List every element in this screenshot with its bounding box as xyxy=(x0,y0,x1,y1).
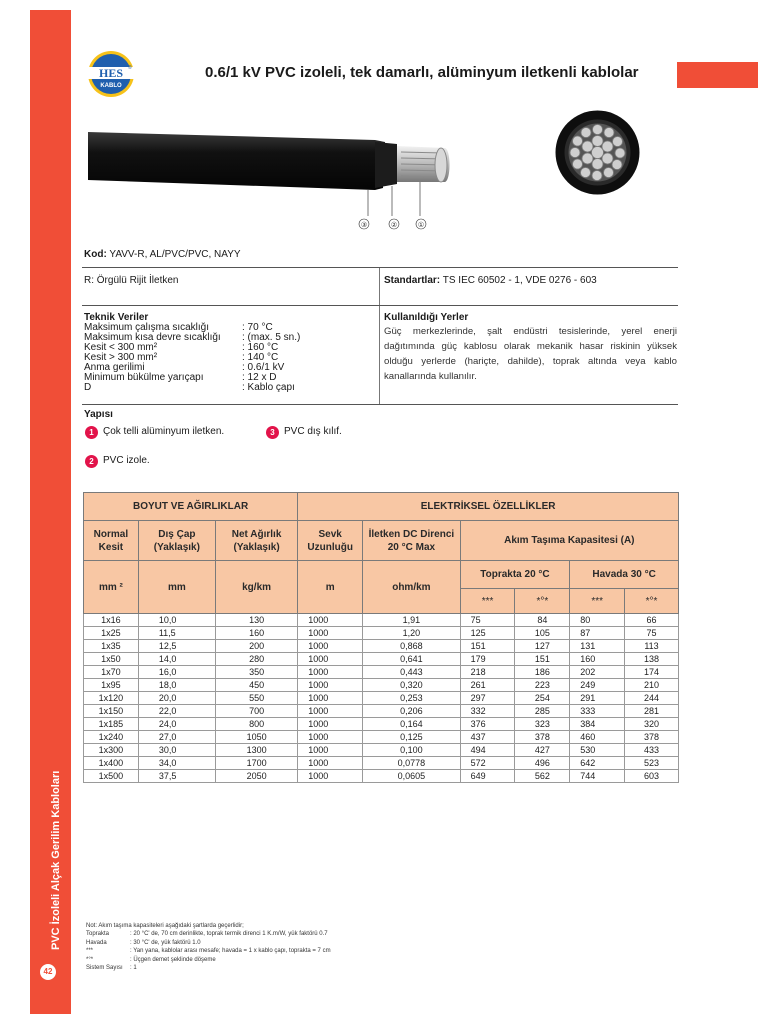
cell: 1000 xyxy=(298,627,363,640)
structure-part-2 xyxy=(85,454,150,468)
cell: 1000 xyxy=(298,692,363,705)
spec-value: : 0.6/1 kV xyxy=(242,362,285,373)
callout-3: ③ xyxy=(360,221,368,229)
col-header-nominal: Normal Kesit xyxy=(84,521,139,561)
divider xyxy=(82,267,678,268)
cell: 0,253 xyxy=(363,692,460,705)
cell: 75 xyxy=(460,614,515,627)
cell: 151 xyxy=(460,640,515,653)
callout-2: ② xyxy=(390,221,398,229)
cell: 572 xyxy=(460,757,515,770)
cell: 800 xyxy=(215,718,297,731)
col-header-net-weight: Net Ağırlık (Yaklaşık) xyxy=(215,521,297,561)
page-title: 0.6/1 kV PVC izoleli, tek damarlı, alüminyum iletkenli kablolar xyxy=(205,64,639,81)
col-header-soil: Toprakta 20 °C xyxy=(460,561,570,589)
cell: 1000 xyxy=(298,653,363,666)
cell: 24,0 xyxy=(138,718,215,731)
cell: 450 xyxy=(215,679,297,692)
cell: 562 xyxy=(515,770,570,783)
cell: 151 xyxy=(515,653,570,666)
standards xyxy=(384,275,597,286)
cell: 0,443 xyxy=(363,666,460,679)
spec-key: Minimum bükülme yarıçapı xyxy=(84,372,204,383)
cell: 433 xyxy=(625,744,679,757)
cell: 223 xyxy=(515,679,570,692)
cell: 523 xyxy=(625,757,679,770)
cell: 130 xyxy=(215,614,297,627)
divider-vertical xyxy=(379,268,380,306)
table-row xyxy=(84,731,679,744)
cell: 261 xyxy=(460,679,515,692)
symbol-trefoil: *°* xyxy=(625,589,679,614)
cell: 1x400 xyxy=(84,757,139,770)
cell: 1000 xyxy=(298,731,363,744)
col-header-delivery-length: Sevk Uzunluğu xyxy=(298,521,363,561)
table-row xyxy=(84,770,679,783)
footnote-value: : Üçgen demet şeklinde döşeme xyxy=(130,956,216,963)
callout-1: ① xyxy=(417,221,425,229)
conductor-note: R: Örgülü Rijit İletken xyxy=(84,275,179,286)
spec-row xyxy=(84,383,300,393)
part-text: Çok telli alüminyum iletken. xyxy=(103,426,225,437)
cell: 1x300 xyxy=(84,744,139,757)
table-row xyxy=(84,692,679,705)
cell: 496 xyxy=(515,757,570,770)
footnote-key: *** xyxy=(86,948,94,955)
table-row xyxy=(84,627,679,640)
cell: 1700 xyxy=(215,757,297,770)
cell: 179 xyxy=(460,653,515,666)
cell: 280 xyxy=(215,653,297,666)
cell: 603 xyxy=(625,770,679,783)
cell: 218 xyxy=(460,666,515,679)
part-number-badge: 1 xyxy=(85,426,98,439)
cell: 174 xyxy=(625,666,679,679)
cell: 291 xyxy=(570,692,625,705)
standards-label: Standartlar: xyxy=(384,275,441,286)
cell: 249 xyxy=(570,679,625,692)
cell: 0,0778 xyxy=(363,757,460,770)
symbol-flat: *** xyxy=(570,589,625,614)
part-number-badge: 2 xyxy=(85,455,98,468)
cell: 1x500 xyxy=(84,770,139,783)
structure-part-3 xyxy=(266,425,342,439)
cable-illustration xyxy=(85,128,465,238)
table-row xyxy=(84,718,679,731)
divider xyxy=(82,404,678,405)
cell: 378 xyxy=(515,731,570,744)
footnote-value: : 30 °C' de, yük faktörü 1.0 xyxy=(130,939,201,946)
product-code xyxy=(84,249,241,260)
usage-heading: Kullanıldığı Yerler xyxy=(384,312,469,323)
cell: 84 xyxy=(515,614,570,627)
cell: 75 xyxy=(625,627,679,640)
cell: 350 xyxy=(215,666,297,679)
cell: 649 xyxy=(460,770,515,783)
cell: 642 xyxy=(570,757,625,770)
cell: 254 xyxy=(515,692,570,705)
cell: 244 xyxy=(625,692,679,705)
cell: 550 xyxy=(215,692,297,705)
usage-text: Güç merkezlerinde, şalt endüstri tesislerinde, yerel enerji dağıtımında güç kablosu olarak mekanik hasar riskinin yüksek olduğu yerlerde (hariçte, dahilde), toprak altında veya kablo kanallarında kullanılır. xyxy=(384,326,677,382)
cell: 376 xyxy=(460,718,515,731)
cell: 530 xyxy=(570,744,625,757)
footnote-row xyxy=(86,947,331,955)
spec-value: : 140 °C xyxy=(242,352,279,363)
cell: 0,125 xyxy=(363,731,460,744)
col-header-outer-diameter: Dış Çap (Yaklaşık) xyxy=(138,521,215,561)
footnote-key: *°* xyxy=(86,956,94,963)
cell: 1x150 xyxy=(84,705,139,718)
cell: 80 xyxy=(570,614,625,627)
cell: 34,0 xyxy=(138,757,215,770)
cell: 1300 xyxy=(215,744,297,757)
cell: 1000 xyxy=(298,679,363,692)
cable-cross-section-illustration xyxy=(555,110,640,195)
cell: 1,91 xyxy=(363,614,460,627)
part-number-badge: 3 xyxy=(266,426,279,439)
symbol-trefoil: *°* xyxy=(515,589,570,614)
cell: 210 xyxy=(625,679,679,692)
cell: 18,0 xyxy=(138,679,215,692)
cell: 160 xyxy=(215,627,297,640)
spec-key: Maksimum kısa devre sıcaklığı xyxy=(84,332,221,343)
cell: 332 xyxy=(460,705,515,718)
standards-value: TS IEC 60502 - 1, VDE 0276 - 603 xyxy=(442,275,597,286)
cell: 30,0 xyxy=(138,744,215,757)
spec-value: : 70 °C xyxy=(242,322,273,333)
cell: 1x240 xyxy=(84,731,139,744)
cell: 1000 xyxy=(298,705,363,718)
cell: 1x25 xyxy=(84,627,139,640)
symbol-flat: *** xyxy=(460,589,515,614)
logo-text: HES xyxy=(98,66,124,80)
cell: 285 xyxy=(515,705,570,718)
cell: 12,5 xyxy=(138,640,215,653)
spec-value: : (max. 5 sn.) xyxy=(242,332,301,343)
divider-vertical xyxy=(379,306,380,404)
cell: 20,0 xyxy=(138,692,215,705)
footnote-value: : Yan yana, kablolar arası mesafe; havada = 1 x kablo çapı, toprakta = 7 cm xyxy=(130,948,331,955)
footnote-title: Not: Akım taşıma kapasiteleri aşağıdaki şartlarda geçerlidir; xyxy=(86,923,244,929)
cell: 105 xyxy=(515,627,570,640)
unit-delivery-length: m xyxy=(298,561,363,614)
cell: 333 xyxy=(570,705,625,718)
col-header-current-capacity: Akım Taşıma Kapasitesi (A) xyxy=(460,521,678,561)
product-code-label: Kod: xyxy=(84,249,107,260)
cell: 1000 xyxy=(298,757,363,770)
cell: 113 xyxy=(625,640,679,653)
cell: 2050 xyxy=(215,770,297,783)
divider xyxy=(82,305,678,306)
cell: 384 xyxy=(570,718,625,731)
cell: 1000 xyxy=(298,770,363,783)
logo-registered-mark: ® xyxy=(128,65,132,71)
cell: 14,0 xyxy=(138,653,215,666)
cell: 0,320 xyxy=(363,679,460,692)
cell: 1x185 xyxy=(84,718,139,731)
spec-key: Kesit < 300 mm² xyxy=(84,342,158,353)
spec-key: D xyxy=(84,382,92,393)
table-row xyxy=(84,653,679,666)
cell: 127 xyxy=(515,640,570,653)
cell: 1x70 xyxy=(84,666,139,679)
cell: 37,5 xyxy=(138,770,215,783)
part-text: PVC dış kılıf. xyxy=(284,426,342,437)
hes-kablo-logo xyxy=(87,50,135,98)
cell: 1x16 xyxy=(84,614,139,627)
cell: 0,206 xyxy=(363,705,460,718)
cell: 460 xyxy=(570,731,625,744)
cell: 1000 xyxy=(298,614,363,627)
structure-part-1 xyxy=(85,425,224,439)
cell: 1x120 xyxy=(84,692,139,705)
cell: 744 xyxy=(570,770,625,783)
unit-dc-resistance: ohm/km xyxy=(363,561,460,614)
table-row xyxy=(84,640,679,653)
spec-key: Kesit > 300 mm² xyxy=(84,352,158,363)
table-row xyxy=(84,666,679,679)
footnote-key: Havada xyxy=(86,939,107,946)
cell: 138 xyxy=(625,653,679,666)
cell: 202 xyxy=(570,666,625,679)
cell: 66 xyxy=(625,614,679,627)
logo-subtext: KABLO xyxy=(100,83,122,89)
part-text: PVC izole. xyxy=(103,455,150,466)
page-number: 42 xyxy=(40,964,56,980)
cell: 1000 xyxy=(298,718,363,731)
unit-nominal: mm ² xyxy=(84,561,139,614)
cell: 0,164 xyxy=(363,718,460,731)
unit-net-weight: kg/km xyxy=(215,561,297,614)
footnotes xyxy=(86,922,331,972)
cell: 200 xyxy=(215,640,297,653)
top-accent-tab xyxy=(677,62,758,88)
table-row xyxy=(84,705,679,718)
cell: 16,0 xyxy=(138,666,215,679)
cell: 22,0 xyxy=(138,705,215,718)
cell: 1x95 xyxy=(84,679,139,692)
footnote-row xyxy=(86,964,331,972)
footnote-value: : 20 °C' de, 70 cm derinlikte, toprak termik direnci 1 K.m/W, yük faktörü 0.7 xyxy=(130,931,328,938)
col-header-dc-resistance: İletken DC Direnci 20 °C Max xyxy=(363,521,460,561)
cell: 1x50 xyxy=(84,653,139,666)
cell: 494 xyxy=(460,744,515,757)
cell: 700 xyxy=(215,705,297,718)
technical-data-list xyxy=(84,323,300,393)
cell: 10,0 xyxy=(138,614,215,627)
footnote-value: : 1 xyxy=(130,965,137,972)
footnote-key: Toprakta xyxy=(86,931,110,938)
footnote-key: Sistem Sayısı xyxy=(86,965,123,972)
cell: 297 xyxy=(460,692,515,705)
group-header-dimensions: BOYUT VE AĞIRLIKLAR xyxy=(84,493,298,521)
cell: 1000 xyxy=(298,744,363,757)
spec-key: Anma gerilimi xyxy=(84,362,145,373)
table-row xyxy=(84,744,679,757)
cell: 1x35 xyxy=(84,640,139,653)
footnote-row xyxy=(86,939,331,947)
cell: 160 xyxy=(570,653,625,666)
cell: 378 xyxy=(625,731,679,744)
cell: 1000 xyxy=(298,666,363,679)
product-code-value: YAVV-R, AL/PVC/PVC, NAYY xyxy=(109,249,241,260)
footnote-row xyxy=(86,956,331,964)
cell: 0,100 xyxy=(363,744,460,757)
spec-key: Maksimum çalışma sıcaklığı xyxy=(84,322,210,333)
cell: 427 xyxy=(515,744,570,757)
cell: 186 xyxy=(515,666,570,679)
spec-value: : 12 x D xyxy=(242,372,277,383)
table-row xyxy=(84,757,679,770)
table-row xyxy=(84,614,679,627)
footnote-row xyxy=(86,930,331,938)
cell: 1050 xyxy=(215,731,297,744)
cell: 11,5 xyxy=(138,627,215,640)
unit-outer-diameter: mm xyxy=(138,561,215,614)
group-header-electrical: ELEKTRİKSEL ÖZELLİKLER xyxy=(298,493,679,521)
cable-data-table xyxy=(83,492,679,783)
sidebar-section-title: PVC İzoleli Alçak Gerilim Kabloları xyxy=(50,770,62,950)
cell: 0,0605 xyxy=(363,770,460,783)
structure-heading: Yapısı xyxy=(84,409,113,420)
cell: 87 xyxy=(570,627,625,640)
cell: 320 xyxy=(625,718,679,731)
spec-value: : Kablo çapı xyxy=(242,382,295,393)
cell: 1000 xyxy=(298,640,363,653)
table-row xyxy=(84,679,679,692)
cell: 125 xyxy=(460,627,515,640)
col-header-air: Havada 30 °C xyxy=(570,561,679,589)
cell: 1,20 xyxy=(363,627,460,640)
cell: 323 xyxy=(515,718,570,731)
cell: 27,0 xyxy=(138,731,215,744)
cell: 437 xyxy=(460,731,515,744)
cell: 131 xyxy=(570,640,625,653)
cell: 0,641 xyxy=(363,653,460,666)
technical-data-heading: Teknik Veriler xyxy=(84,312,149,323)
cell: 281 xyxy=(625,705,679,718)
spec-value: : 160 °C xyxy=(242,342,279,353)
cell: 0,868 xyxy=(363,640,460,653)
